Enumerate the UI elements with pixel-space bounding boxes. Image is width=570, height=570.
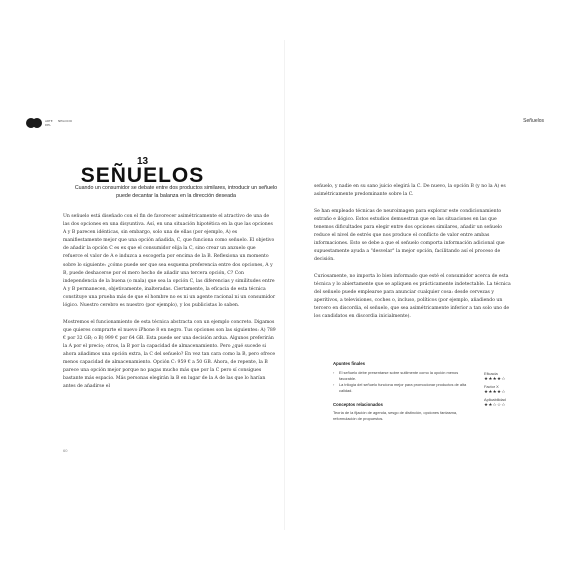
paragraph: Mostremos el funcionamiento de esta técnica abstracta con un ejemplo concreto. Digamos que quieres comprarte el nuevo iPhone 8 en negro. Tus opciones son las siguientes: A) 789 € por 32 GB; o B) 999 € por 64 GB. Esta puede ser una decisión ardua. Algunos preferirán la A por el precio; otros, la B por la capacidad de almacenamiento. Pero ¿qué sucede si ahora añadimos una opción extra, la C del señuelo? En vez tan cara como la B, pero ofrece menos capacidad de almacenamiento. Opción C: 959 € a 50 GB. Ahora, de repente, la B parece una opción mejor porque no pagas mucho más que por la C pero sí consigues bastante más espacio. Más personas elegirán la B en lugar de la A de las que lo harían antes de añadirse el [63,319,276,390]
paragraph: señuelo, y nadie en su sano juicio elegirá la C. De nuevo, la opción B (y no la A) es asimétricamente predominante sobre la C. [314,184,506,198]
running-header: Señuelos [523,118,544,124]
ratings-panel [484,371,524,410]
paragraph: Un señuelo está diseñado con el fin de favorecer asimétricamente el atractivo de una de las dos opciones en una disyuntiva. Así, en una situación hipotética en la que las opciones A y B parecen idénticas, sin embargo, solo una de ellas (por ejemplo, A) es manifiestamente mejor que una opción añadida, C, que funciona como señuelo. El objetivo de añadir la opción C es ex que el consumidor elija la C, sino crear un anzuelo que refuerce el valor de A e induzca a escogerla por encima de la B. Reflexiona un momento sobre lo siguiente: ¿cómo puede ser que sea esquema preferencia entre dos opciones, A y B, puede deshacerse por el mero hecho de añadir una tercera opción, C? Con independencia de la buena (o mala) que sea la opción C, las diferencias y similitudes entre A y B permanecen, objetivamente, inalteradas. Ciertamente, la eficacia de esta técnica constituye una prueba más de que el hombre no es ni un agente racional ni un consumidor lógico. Nuestro cerebro es nuestro (por ejemplo), y los publicistas lo saben. [63,214,276,309]
notes-list [333,370,468,394]
rating-item [484,397,524,410]
rating-item [484,371,524,384]
chapter-subtitle: Cuando un consumidor se debate entre dos productos similares, introducir un señuelo puede decantar la balanza en la dirección deseada [74,185,278,199]
rating-stars-icon: ★★★★☆ [484,389,506,394]
logo-text: ARTE DEL [45,119,53,127]
notes-bullet-text: El señuelo debe presentarse sobre sutilmente como la opción menos favorable. [339,370,459,381]
arrow-right-icon: › [333,382,335,387]
paragraph: Se han empleado técnicas de neuroimagen para explorar este condicionamiento extraño e ilógico. Estos estudios demuestran que en las situaciones en las que tenemos dificultades para elegir entre dos opciones similares, añadir un señuelo reduce el nivel de estrés que nos produce el conflicto de valor entre ambas informaciones. Esto se debe a que el señuelo comporta información adicional que supuestamente ayuda a "desvelar" la mejor opción, facilitando así el proceso de decisión. [314,208,505,263]
logo-text: NEGOCIO [58,119,73,123]
notes-heading: Apuntes finales [333,361,365,366]
rating-stars-icon: ★★☆☆☆ [484,402,506,407]
left-body-text [63,213,276,400]
rating-label: Aplicabilidad [484,397,506,402]
page-number: 60 [63,448,68,453]
rating-label: Eficacia [484,371,498,376]
logo-circle-icon [32,118,42,128]
notes-bullet [333,370,468,382]
notes-bullet-text: La trilogía del señuelo funciona mejor para promocionar productos de alta calidad. [339,382,467,393]
notes-bullet [333,382,468,394]
related-text: Teoría de la fijación de agenda, sesgo de distinción, opciones fantasma, reformulación de propuestos. [333,410,458,421]
notes-box [333,361,468,422]
arrow-right-icon: › [333,370,335,375]
book-logo [26,118,86,128]
right-body-text [314,183,514,330]
related-heading: Conceptos relacionados [333,402,383,407]
rating-item [484,384,524,397]
chapter-number: 13 [136,156,149,167]
chapter-title: SEÑUELOS [80,164,205,187]
paragraph: Curiosamente, no importa lo bien informado que esté el consumidor acerca de esta técnica y lo abiertamente que se apliquen es prácticamente indetectable. La técnica del señuelo puede emplearse para anunciar cualquier cosa: desde cervezas y aperitivos, a televisiones, coches o, incluso, políticos (por ejemplo, añadiendo un tercero en discordia, el señuelo, que sea asimétricamente inferior a tan solo uno de los candidatos en discordia inicialmente). [314,273,511,320]
rating-stars-icon: ★★★★☆ [484,376,506,381]
rating-label: Factor X [484,384,499,389]
